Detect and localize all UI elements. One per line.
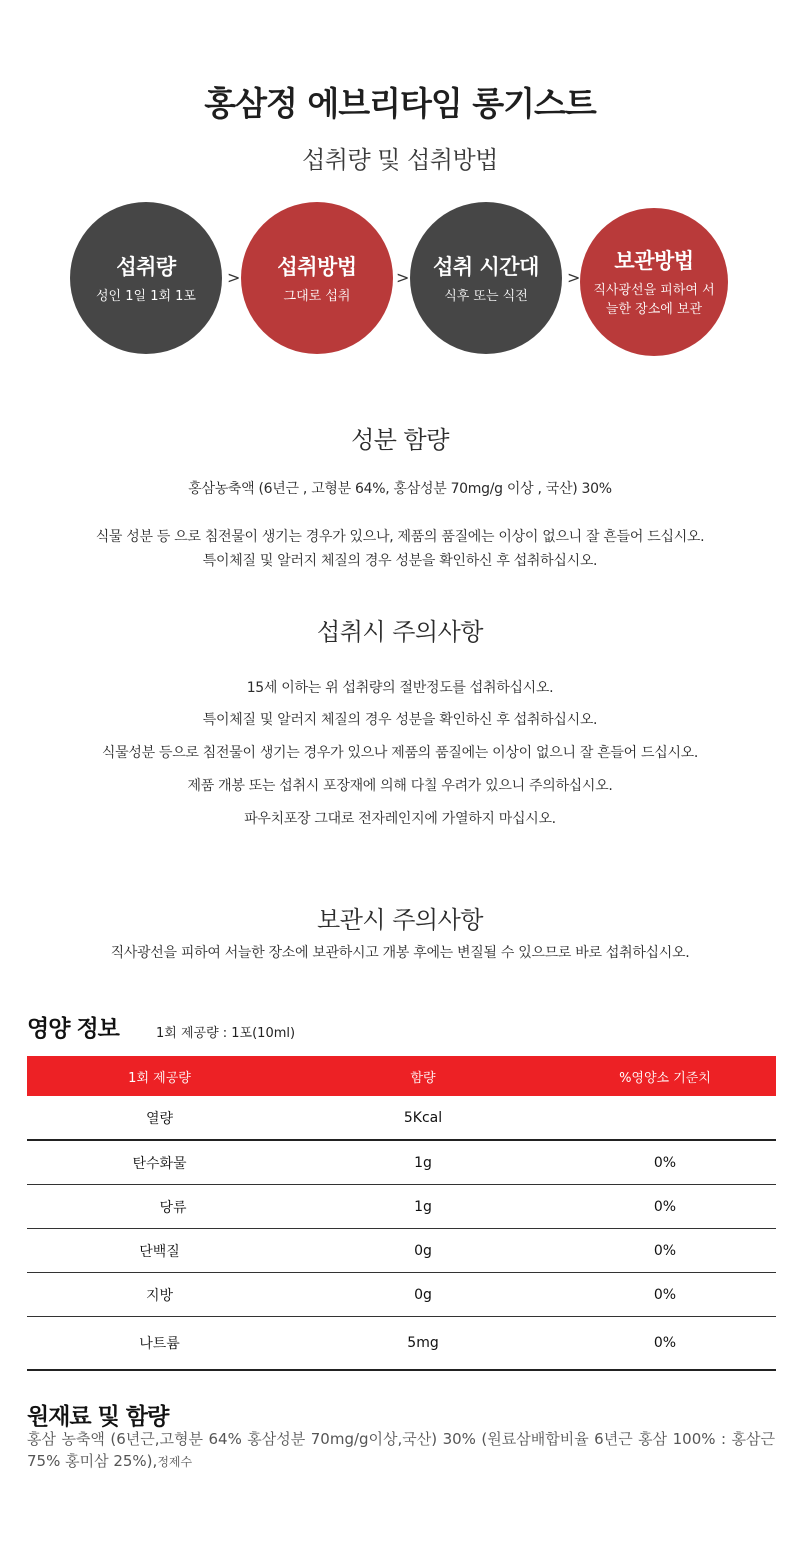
- nutrient-amount: 0g: [292, 1273, 554, 1317]
- ingredients-heading: 성분 함량: [351, 426, 449, 454]
- page-title: 홍삼정 에브리타임 롱기스트: [204, 84, 596, 123]
- nutrient-percent: 0%: [554, 1273, 776, 1317]
- nutrient-percent: 0%: [554, 1229, 776, 1273]
- ingredients-note: 식물 성분 등 으로 침전물이 생기는 경우가 있으나, 제품의 품질에는 이상이 없으니 잘 흔들어 드십시오.: [95, 529, 705, 545]
- table-row: [27, 1317, 776, 1371]
- table-row: [27, 1140, 776, 1185]
- caution-item: 제품 개봉 또는 섭취시 포장재에 의해 다칠 우려가 있으니 주의하십시오.: [187, 778, 613, 794]
- nutrition-table: [27, 1056, 776, 1371]
- raw-materials-suffix: 정제수: [157, 1455, 193, 1469]
- step-title: 섭취방법: [277, 254, 357, 279]
- nutrient-name: 당류: [27, 1185, 292, 1229]
- serving-size: 1회 제공량 : 1포(10ml): [156, 1026, 296, 1041]
- table-row: [27, 1229, 776, 1273]
- column-header: 1회 제공량: [27, 1056, 292, 1096]
- nutrient-amount: 5mg: [292, 1317, 554, 1371]
- nutrient-percent: 0%: [554, 1140, 776, 1185]
- step-intake-time: [410, 202, 562, 354]
- nutrient-amount: 1g: [292, 1185, 554, 1229]
- caution-item: 파우치포장 그대로 전자레인지에 가열하지 마십시오.: [244, 811, 556, 827]
- nutrient-name: 단백질: [27, 1229, 292, 1273]
- ingredients-note: 특이체질 및 알러지 체질의 경우 성분을 확인하신 후 섭취하십시오.: [202, 553, 598, 569]
- intake-cautions-heading: 섭취시 주의사항: [317, 618, 483, 646]
- nutrient-percent: 0%: [554, 1317, 776, 1371]
- step-title: 섭취 시간대: [433, 254, 539, 279]
- column-header: %영양소 기준치: [554, 1056, 776, 1096]
- table-header-row: [27, 1056, 776, 1096]
- step-storage-method: [580, 208, 728, 356]
- nutrient-percent: 0%: [554, 1185, 776, 1229]
- column-header: 함량: [292, 1056, 554, 1096]
- chevron-right-icon: >: [396, 268, 410, 287]
- step-desc: 그대로 섭취: [283, 288, 351, 304]
- table-row: [27, 1185, 776, 1229]
- step-desc: 식후 또는 식전: [444, 288, 528, 304]
- raw-materials-content: 홍삼 농축액 (6년근,고형분 64% 홍삼성분 70mg/g이상,국산) 30% (원료삼배합비율 6년근 홍삼 100% : 홍삼근 75% 홍미삼 25%),: [27, 1430, 775, 1470]
- nutrient-percent: [554, 1096, 776, 1140]
- storage-cautions-text: 직사광선을 피하여 서늘한 장소에 보관하시고 개봉 후에는 변질될 수 있으므로 바로 섭취하십시오.: [110, 945, 690, 961]
- storage-cautions-heading: 보관시 주의사항: [317, 906, 483, 934]
- nutrient-name: 나트륨: [27, 1317, 292, 1371]
- raw-materials-text: [27, 1428, 775, 1473]
- chevron-right-icon: >: [567, 268, 581, 287]
- nutrient-name: 지방: [27, 1273, 292, 1317]
- chevron-right-icon: >: [227, 268, 241, 287]
- table-row: [27, 1273, 776, 1317]
- raw-materials-heading: 원재료 및 함량: [27, 1404, 169, 1430]
- nutrient-amount: 5Kcal: [292, 1096, 554, 1140]
- caution-item: 특이체질 및 알러지 체질의 경우 성분을 확인하신 후 섭취하십시오.: [202, 712, 598, 728]
- caution-item: 15세 이하는 위 섭취량의 절반정도를 섭취하십시오.: [246, 680, 554, 696]
- step-desc: 성인 1일 1회 1포: [95, 288, 196, 304]
- step-intake-amount: [70, 202, 222, 354]
- ingredients-content: 홍삼농축액 (6년근 , 고형분 64%, 홍삼성분 70mg/g 이상 , 국산) 30%: [188, 481, 612, 497]
- caution-item: 식물성분 등으로 침전물이 생기는 경우가 있으나 제품의 품질에는 이상이 없으니 잘 흔들어 드십시오.: [101, 745, 699, 761]
- nutrient-amount: 1g: [292, 1140, 554, 1185]
- table-row: [27, 1096, 776, 1140]
- step-title: 보관방법: [614, 249, 694, 273]
- step-intake-method: [241, 202, 393, 354]
- nutrient-name: 열량: [27, 1096, 292, 1140]
- page-subtitle: 섭취량 및 섭취방법: [302, 146, 498, 174]
- nutrient-name: 탄수화물: [27, 1140, 292, 1185]
- nutrient-amount: 0g: [292, 1229, 554, 1273]
- step-desc: 직사광선을 피하여 서늘한 장소에 보관: [593, 283, 715, 317]
- nutrition-heading: 영양 정보: [27, 1016, 119, 1042]
- step-title: 섭취량: [116, 254, 176, 279]
